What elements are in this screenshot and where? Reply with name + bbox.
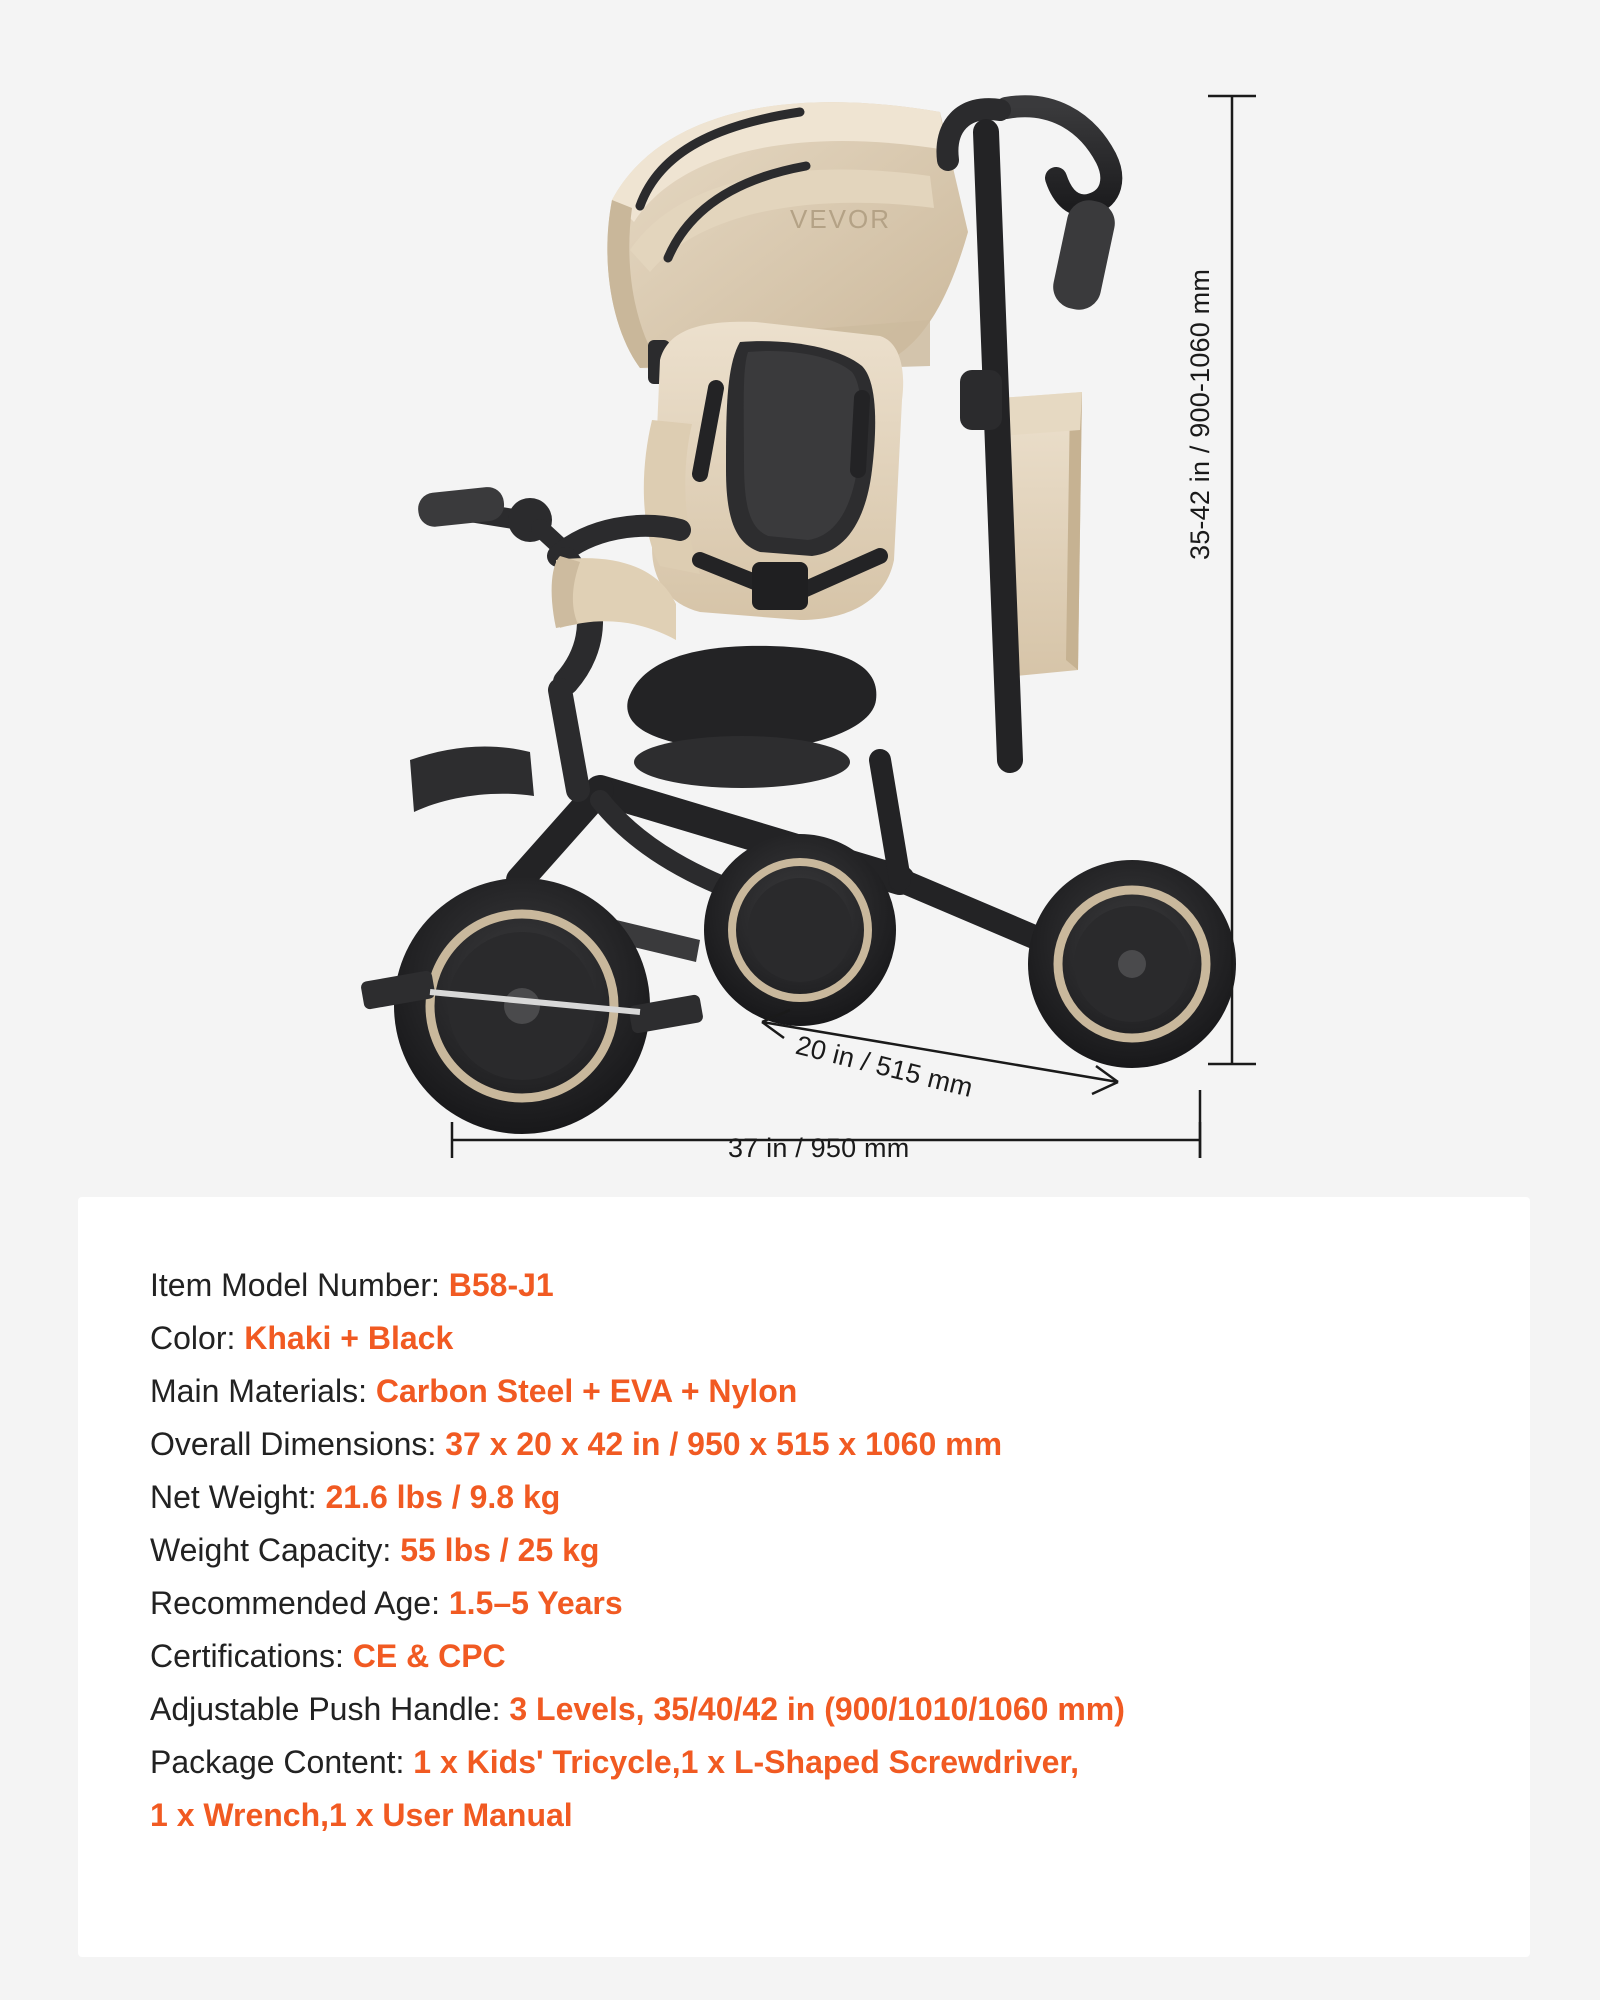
specifications-list: [150, 1259, 1490, 1842]
spec-row: [150, 1683, 1490, 1736]
specifications-card: [78, 1197, 1530, 1957]
spec-value: CE & CPC: [352, 1638, 506, 1674]
spec-value-continuation: 1 x Wrench,1 x User Manual: [150, 1797, 573, 1833]
middle-wheel: [704, 834, 896, 1026]
spec-label: Item Model Number:: [150, 1267, 449, 1303]
spec-row: [150, 1630, 1490, 1683]
front-wheel: [394, 878, 650, 1134]
seat: [627, 322, 903, 788]
spec-label: Adjustable Push Handle:: [150, 1691, 510, 1727]
spec-row: [150, 1471, 1490, 1524]
spec-value: 21.6 lbs / 9.8 kg: [325, 1479, 561, 1515]
spec-row: [150, 1259, 1490, 1312]
spec-row: [150, 1736, 1490, 1789]
spec-label: Package Content:: [150, 1744, 414, 1780]
spec-label: Certifications:: [150, 1638, 353, 1674]
spec-label: Recommended Age:: [150, 1585, 449, 1621]
spec-label: Weight Capacity:: [150, 1532, 401, 1568]
spec-label: Color:: [150, 1320, 245, 1356]
spec-row: [150, 1577, 1490, 1630]
spec-label: Overall Dimensions:: [150, 1426, 446, 1462]
spec-value: Carbon Steel + EVA + Nylon: [375, 1373, 798, 1409]
spec-row: [150, 1365, 1490, 1418]
dimension-depth-label: 20 in / 515 mm: [792, 1030, 977, 1103]
spec-row: [150, 1418, 1490, 1471]
spec-value: 55 lbs / 25 kg: [400, 1532, 600, 1568]
rear-wheel: [1028, 860, 1236, 1068]
spec-value: B58-J1: [448, 1267, 554, 1303]
spec-value: 1.5–5 Years: [448, 1585, 623, 1621]
spec-value: 37 x 20 x 42 in / 950 x 515 x 1060 mm: [445, 1426, 1003, 1462]
dimension-height-label: 35-42 in / 900-1060 mm: [1185, 268, 1215, 560]
spec-value: 3 Levels, 35/40/42 in (900/1010/1060 mm): [509, 1691, 1125, 1727]
dimension-width-label: 37 in / 950 mm: [728, 1133, 910, 1163]
spec-value: Khaki + Black: [244, 1320, 454, 1356]
spec-row: [150, 1524, 1490, 1577]
spec-row: [150, 1312, 1490, 1365]
brand-logo-text: VEVOR: [790, 204, 892, 234]
spec-label: Main Materials:: [150, 1373, 376, 1409]
spec-value: 1 x Kids' Tricycle,1 x L-Shaped Screwdriver,: [413, 1744, 1079, 1780]
spec-label: Net Weight:: [150, 1479, 326, 1515]
